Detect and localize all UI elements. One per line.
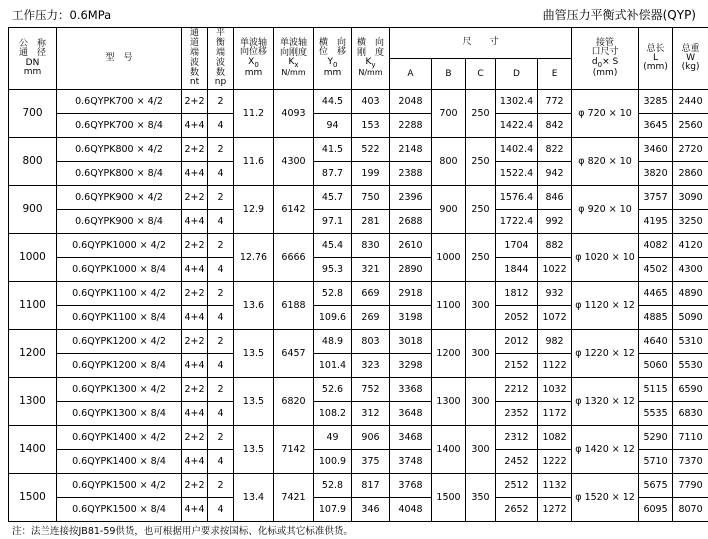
cell-size-c: 350 [466, 474, 496, 522]
cell-nt: 4+4 [182, 258, 208, 282]
cell-nozzle: φ 1520 × 12 [572, 474, 639, 522]
cell-model: 0.6QYPK900 × 8/4 [57, 210, 182, 234]
th-lateral-stiffness: 横 向 刚 度 $K_y$ N/mm [352, 28, 390, 90]
cell-np: 4 [208, 402, 234, 426]
cell-np: 4 [208, 258, 234, 282]
cell-size-b: 800 [432, 138, 466, 186]
cell-lateral-displacement: 108.2 [314, 402, 352, 426]
cell-np: 4 [208, 498, 234, 522]
cell-lateral-displacement: 45.4 [314, 234, 352, 258]
cell-lateral-displacement: 94 [314, 114, 352, 138]
cell-size-d: 2212 [496, 378, 538, 402]
cell-size-e: 822 [538, 138, 572, 162]
cell-np: 4 [208, 162, 234, 186]
cell-size-d: 1722.4 [496, 210, 538, 234]
cell-axial-displacement: 12.9 [234, 186, 274, 234]
cell-nt: 4+4 [182, 498, 208, 522]
cell-size-a: 4048 [390, 498, 432, 522]
cell-total-length: 5675 [639, 474, 673, 498]
cell-size-a: 3368 [390, 378, 432, 402]
cell-nozzle: φ 920 × 10 [572, 186, 639, 234]
cell-lateral-stiffness: 153 [352, 114, 390, 138]
cell-lateral-stiffness: 199 [352, 162, 390, 186]
cell-size-d: 2352 [496, 402, 538, 426]
cell-total-length: 4640 [639, 330, 673, 354]
cell-np: 4 [208, 354, 234, 378]
cell-nozzle: φ 1320 × 12 [572, 378, 639, 426]
cell-size-d: 2152 [496, 354, 538, 378]
cell-axial-displacement: 13.6 [234, 282, 274, 330]
table-row [9, 90, 708, 114]
cell-np: 2 [208, 186, 234, 210]
cell-lateral-stiffness: 269 [352, 306, 390, 330]
table-row [9, 474, 708, 498]
cell-total-length: 5115 [639, 378, 673, 402]
product-title: 曲管压力平衡式补偿器(QYP) [543, 6, 696, 23]
th-size-a: A [390, 59, 432, 90]
cell-axial-displacement: 11.2 [234, 90, 274, 138]
th-size-c: C [466, 59, 496, 90]
cell-np: 4 [208, 114, 234, 138]
cell-weight: 5310 [673, 330, 708, 354]
cell-size-b: 1400 [432, 426, 466, 474]
cell-weight: 7370 [673, 450, 708, 474]
cell-size-e: 942 [538, 162, 572, 186]
cell-size-e: 1072 [538, 306, 572, 330]
cell-weight: 3090 [673, 186, 708, 210]
th-axial-displacement: 单波轴 向位移 $X_0$ mm [234, 28, 274, 90]
cell-axial-displacement: 13.4 [234, 474, 274, 522]
cell-nozzle: φ 1420 × 12 [572, 426, 639, 474]
specification-table [8, 27, 708, 522]
cell-nozzle: φ 1020 × 10 [572, 234, 639, 282]
cell-axial-stiffness: 6820 [274, 378, 314, 426]
cell-lateral-stiffness: 312 [352, 402, 390, 426]
cell-axial-stiffness: 6666 [274, 234, 314, 282]
cell-size-d: 1704 [496, 234, 538, 258]
table-row [9, 282, 708, 306]
cell-size-c: 250 [466, 138, 496, 186]
cell-model: 0.6QYPK1000 × 8/4 [57, 258, 182, 282]
cell-size-e: 1022 [538, 258, 572, 282]
cell-weight: 2720 [673, 138, 708, 162]
cell-size-a: 3748 [390, 450, 432, 474]
cell-weight: 2560 [673, 114, 708, 138]
cell-size-a: 2890 [390, 258, 432, 282]
cell-weight: 7110 [673, 426, 708, 450]
th-dn: 公 称 通 径 DN mm [9, 28, 57, 90]
cell-size-e: 882 [538, 234, 572, 258]
cell-model: 0.6QYPK700 × 4/2 [57, 90, 182, 114]
cell-total-length: 5060 [639, 354, 673, 378]
cell-nozzle: φ 720 × 10 [572, 90, 639, 138]
cell-size-b: 1300 [432, 378, 466, 426]
cell-np: 4 [208, 450, 234, 474]
th-model: 型 号 [57, 28, 182, 90]
cell-size-e: 1172 [538, 402, 572, 426]
cell-lateral-stiffness: 281 [352, 210, 390, 234]
cell-lateral-stiffness: 522 [352, 138, 390, 162]
cell-lateral-stiffness: 346 [352, 498, 390, 522]
cell-np: 2 [208, 474, 234, 498]
cell-model: 0.6QYPK900 × 4/2 [57, 186, 182, 210]
table-body [9, 90, 708, 522]
cell-size-a: 2388 [390, 162, 432, 186]
cell-model: 0.6QYPK1500 × 4/2 [57, 474, 182, 498]
cell-nt: 4+4 [182, 210, 208, 234]
cell-model: 0.6QYPK1400 × 4/2 [57, 426, 182, 450]
cell-weight: 8070 [673, 498, 708, 522]
cell-size-d: 1422.4 [496, 114, 538, 138]
cell-lateral-stiffness: 750 [352, 186, 390, 210]
cell-total-length: 6095 [639, 498, 673, 522]
cell-lateral-stiffness: 669 [352, 282, 390, 306]
cell-axial-displacement: 13.5 [234, 330, 274, 378]
cell-np: 4 [208, 210, 234, 234]
cell-lateral-stiffness: 375 [352, 450, 390, 474]
th-channel-waves: 通 道 端 波 数 nt [182, 28, 208, 90]
cell-size-e: 932 [538, 282, 572, 306]
cell-dn: 1300 [9, 378, 57, 426]
th-size-e: E [538, 59, 572, 90]
cell-axial-stiffness: 7142 [274, 426, 314, 474]
cell-model: 0.6QYPK700 × 8/4 [57, 114, 182, 138]
cell-lateral-displacement: 52.8 [314, 474, 352, 498]
cell-axial-stiffness: 6142 [274, 186, 314, 234]
cell-model: 0.6QYPK1200 × 4/2 [57, 330, 182, 354]
cell-weight: 7790 [673, 474, 708, 498]
cell-nt: 4+4 [182, 306, 208, 330]
cell-weight: 5530 [673, 354, 708, 378]
cell-lateral-displacement: 87.7 [314, 162, 352, 186]
cell-axial-displacement: 13.5 [234, 378, 274, 426]
table-row [9, 186, 708, 210]
cell-nt: 2+2 [182, 378, 208, 402]
cell-weight: 6590 [673, 378, 708, 402]
cell-weight: 6830 [673, 402, 708, 426]
cell-nozzle: φ 820 × 10 [572, 138, 639, 186]
th-total-length: 总长 L (mm) [639, 28, 673, 90]
cell-nt: 2+2 [182, 330, 208, 354]
th-balance-waves: 平 衡 端 波 数 np [208, 28, 234, 90]
cell-total-length: 3757 [639, 186, 673, 210]
cell-lateral-stiffness: 403 [352, 90, 390, 114]
cell-size-b: 1500 [432, 474, 466, 522]
cell-size-b: 700 [432, 90, 466, 138]
cell-lateral-stiffness: 752 [352, 378, 390, 402]
cell-nt: 2+2 [182, 234, 208, 258]
cell-nt: 2+2 [182, 474, 208, 498]
cell-size-d: 1576.4 [496, 186, 538, 210]
cell-size-a: 2610 [390, 234, 432, 258]
cell-size-a: 3648 [390, 402, 432, 426]
cell-weight: 4300 [673, 258, 708, 282]
cell-model: 0.6QYPK1200 × 8/4 [57, 354, 182, 378]
cell-np: 2 [208, 234, 234, 258]
cell-weight: 5090 [673, 306, 708, 330]
cell-size-d: 2452 [496, 450, 538, 474]
cell-np: 4 [208, 306, 234, 330]
cell-nt: 2+2 [182, 186, 208, 210]
cell-total-length: 5290 [639, 426, 673, 450]
cell-axial-stiffness: 4300 [274, 138, 314, 186]
cell-size-c: 300 [466, 282, 496, 330]
cell-nozzle: φ 1120 × 12 [572, 282, 639, 330]
cell-lateral-displacement: 52.8 [314, 282, 352, 306]
cell-lateral-stiffness: 321 [352, 258, 390, 282]
cell-lateral-displacement: 44.5 [314, 90, 352, 114]
cell-lateral-displacement: 48.9 [314, 330, 352, 354]
cell-np: 2 [208, 330, 234, 354]
cell-model: 0.6QYPK1400 × 8/4 [57, 450, 182, 474]
cell-lateral-displacement: 95.3 [314, 258, 352, 282]
cell-lateral-displacement: 100.9 [314, 450, 352, 474]
cell-size-a: 3298 [390, 354, 432, 378]
cell-size-d: 1812 [496, 282, 538, 306]
cell-axial-stiffness: 7421 [274, 474, 314, 522]
cell-size-a: 2048 [390, 90, 432, 114]
cell-size-d: 2312 [496, 426, 538, 450]
cell-size-a: 2688 [390, 210, 432, 234]
cell-size-e: 842 [538, 114, 572, 138]
cell-size-e: 1132 [538, 474, 572, 498]
cell-weight: 3250 [673, 210, 708, 234]
cell-lateral-displacement: 45.7 [314, 186, 352, 210]
cell-size-a: 2288 [390, 114, 432, 138]
cell-nozzle: φ 1220 × 12 [572, 330, 639, 378]
cell-size-b: 1200 [432, 330, 466, 378]
cell-model: 0.6QYPK1300 × 4/2 [57, 378, 182, 402]
cell-size-d: 1844 [496, 258, 538, 282]
cell-size-e: 772 [538, 90, 572, 114]
cell-total-length: 3460 [639, 138, 673, 162]
cell-size-e: 992 [538, 210, 572, 234]
cell-np: 2 [208, 378, 234, 402]
cell-nt: 2+2 [182, 282, 208, 306]
cell-size-c: 300 [466, 378, 496, 426]
cell-size-b: 1100 [432, 282, 466, 330]
cell-size-c: 250 [466, 234, 496, 282]
cell-dn: 1100 [9, 282, 57, 330]
cell-nt: 4+4 [182, 114, 208, 138]
cell-size-d: 2052 [496, 306, 538, 330]
th-nozzle: 接管 口尺寸 $d_0\times S$ (mm) [572, 28, 639, 90]
cell-lateral-displacement: 97.1 [314, 210, 352, 234]
th-lateral-displacement: 横 向 位 移 $Y_0$ mm [314, 28, 352, 90]
cell-size-a: 3768 [390, 474, 432, 498]
cell-dn: 1400 [9, 426, 57, 474]
cell-axial-stiffness: 4093 [274, 90, 314, 138]
cell-total-length: 5535 [639, 402, 673, 426]
cell-axial-displacement: 13.5 [234, 426, 274, 474]
cell-size-a: 3468 [390, 426, 432, 450]
cell-axial-displacement: 11.6 [234, 138, 274, 186]
cell-total-length: 4465 [639, 282, 673, 306]
cell-np: 2 [208, 138, 234, 162]
cell-size-d: 1402.4 [496, 138, 538, 162]
cell-size-d: 2512 [496, 474, 538, 498]
cell-lateral-displacement: 101.4 [314, 354, 352, 378]
cell-weight: 2440 [673, 90, 708, 114]
cell-axial-displacement: 12.76 [234, 234, 274, 282]
cell-lateral-stiffness: 817 [352, 474, 390, 498]
working-pressure-label: 工作压力：0.6MPa [12, 7, 111, 23]
cell-np: 2 [208, 282, 234, 306]
cell-nt: 4+4 [182, 354, 208, 378]
cell-model: 0.6QYPK1500 × 8/4 [57, 498, 182, 522]
table-row [9, 330, 708, 354]
cell-lateral-stiffness: 830 [352, 234, 390, 258]
cell-nt: 2+2 [182, 90, 208, 114]
cell-model: 0.6QYPK1000 × 4/2 [57, 234, 182, 258]
cell-weight: 2860 [673, 162, 708, 186]
cell-model: 0.6QYPK1300 × 8/4 [57, 402, 182, 426]
cell-nt: 2+2 [182, 138, 208, 162]
cell-lateral-displacement: 109.6 [314, 306, 352, 330]
cell-size-d: 2652 [496, 498, 538, 522]
cell-lateral-displacement: 41.5 [314, 138, 352, 162]
cell-size-b: 1000 [432, 234, 466, 282]
cell-weight: 4890 [673, 282, 708, 306]
cell-weight: 4120 [673, 234, 708, 258]
cell-size-e: 1272 [538, 498, 572, 522]
cell-size-a: 3198 [390, 306, 432, 330]
cell-axial-stiffness: 6457 [274, 330, 314, 378]
cell-dn: 1200 [9, 330, 57, 378]
cell-size-c: 300 [466, 330, 496, 378]
cell-size-a: 2148 [390, 138, 432, 162]
cell-nt: 4+4 [182, 162, 208, 186]
th-size-d: D [496, 59, 538, 90]
cell-size-a: 3018 [390, 330, 432, 354]
cell-size-c: 300 [466, 426, 496, 474]
cell-size-c: 250 [466, 186, 496, 234]
table-row [9, 234, 708, 258]
cell-size-e: 982 [538, 330, 572, 354]
cell-size-a: 2396 [390, 186, 432, 210]
cell-lateral-stiffness: 323 [352, 354, 390, 378]
cell-lateral-stiffness: 906 [352, 426, 390, 450]
cell-size-e: 846 [538, 186, 572, 210]
table-row [9, 426, 708, 450]
cell-dn: 800 [9, 138, 57, 186]
cell-total-length: 4885 [639, 306, 673, 330]
cell-total-length: 4502 [639, 258, 673, 282]
cell-size-c: 250 [466, 90, 496, 138]
cell-model: 0.6QYPK800 × 8/4 [57, 162, 182, 186]
cell-total-length: 3820 [639, 162, 673, 186]
cell-dn: 700 [9, 90, 57, 138]
cell-size-e: 1222 [538, 450, 572, 474]
cell-model: 0.6QYPK1100 × 4/2 [57, 282, 182, 306]
cell-size-d: 1302.4 [496, 90, 538, 114]
cell-nt: 2+2 [182, 426, 208, 450]
cell-size-d: 2012 [496, 330, 538, 354]
page-header [8, 6, 700, 27]
cell-nt: 4+4 [182, 402, 208, 426]
cell-total-length: 5710 [639, 450, 673, 474]
cell-lateral-displacement: 107.9 [314, 498, 352, 522]
th-size-group: 尺 寸 [390, 28, 572, 59]
footnote: 注：法兰连接按JB81-59供货，也可根据用户要求按国标、化标或其它标准供货。 [8, 526, 700, 538]
cell-size-a: 2918 [390, 282, 432, 306]
cell-total-length: 4082 [639, 234, 673, 258]
cell-lateral-displacement: 49 [314, 426, 352, 450]
cell-lateral-displacement: 52.6 [314, 378, 352, 402]
cell-model: 0.6QYPK1100 × 8/4 [57, 306, 182, 330]
cell-total-length: 3285 [639, 90, 673, 114]
cell-total-length: 3645 [639, 114, 673, 138]
cell-size-b: 900 [432, 186, 466, 234]
cell-total-length: 4195 [639, 210, 673, 234]
th-size-b: B [432, 59, 466, 90]
cell-dn: 1500 [9, 474, 57, 522]
cell-np: 2 [208, 426, 234, 450]
cell-size-d: 1522.4 [496, 162, 538, 186]
cell-model: 0.6QYPK800 × 4/2 [57, 138, 182, 162]
table-row [9, 138, 708, 162]
cell-dn: 1000 [9, 234, 57, 282]
cell-dn: 900 [9, 186, 57, 234]
th-weight: 总重 W (kg) [673, 28, 708, 90]
cell-size-e: 1082 [538, 426, 572, 450]
cell-size-e: 1122 [538, 354, 572, 378]
th-axial-stiffness: 单波轴 向刚度 $K_x$ N/mm [274, 28, 314, 90]
table-row [9, 378, 708, 402]
cell-nt: 4+4 [182, 450, 208, 474]
cell-axial-stiffness: 6188 [274, 282, 314, 330]
cell-lateral-stiffness: 803 [352, 330, 390, 354]
cell-size-e: 1032 [538, 378, 572, 402]
cell-np: 2 [208, 90, 234, 114]
